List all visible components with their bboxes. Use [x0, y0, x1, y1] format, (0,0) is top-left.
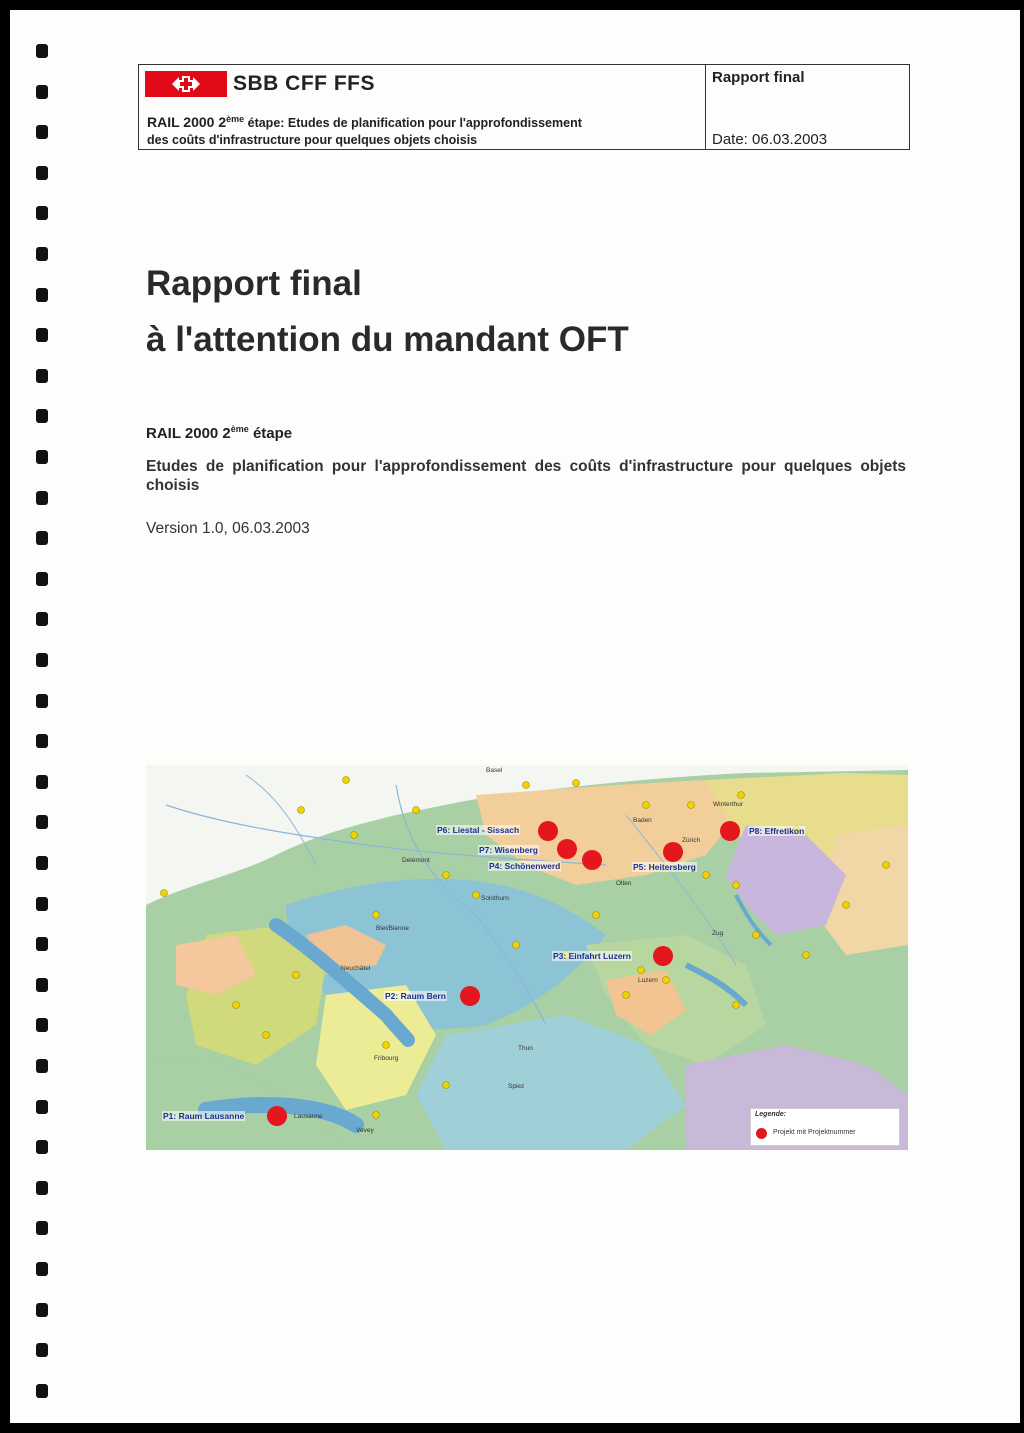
project-label-p7: P7: Wisenberg	[479, 845, 538, 855]
project-label-p3: P3: Einfahrt Luzern	[553, 951, 631, 961]
binding-hole	[36, 694, 48, 708]
binding-hole	[36, 450, 48, 464]
project-label-p6: P6: Liestal - Sissach	[437, 825, 520, 835]
map-place-spiez: Spiez	[508, 1083, 525, 1090]
brand-name: SBB CFF FFS	[233, 72, 375, 95]
section-description: Etudes de planification pour l'approfondissement des coûts d'infrastructure pour quelques objets choisis	[146, 458, 906, 494]
map-place-zurich: Zürich	[682, 837, 701, 844]
map-legend	[750, 1108, 900, 1146]
binding-hole	[36, 978, 48, 992]
map-place-olten: Olten	[616, 880, 632, 887]
binding-hole	[36, 856, 48, 870]
map-place-fribourg: Fribourg	[374, 1055, 399, 1062]
header-sub-line1: étape: Etudes de planification pour l'approfondissement	[244, 116, 582, 131]
binding-hole	[36, 125, 48, 139]
binding-hole	[36, 1140, 48, 1154]
section-title-sup: ème	[230, 424, 249, 434]
binding-hole	[36, 1100, 48, 1114]
binding-hole	[36, 369, 48, 383]
legend-item-label: Projekt mit Projektnummer	[773, 1129, 856, 1136]
project-label-p5: P5: Heitersberg	[633, 862, 696, 872]
sbb-cross-arrows-icon	[145, 71, 227, 97]
header-right-cell	[706, 65, 909, 149]
binding-hole	[36, 1059, 48, 1073]
binding-hole	[36, 734, 48, 748]
binding-hole	[36, 897, 48, 911]
header-left-cell	[139, 65, 706, 149]
map-place-basel: Basel	[486, 767, 503, 774]
binding-hole	[36, 166, 48, 180]
binding-hole	[36, 1018, 48, 1032]
project-label-p4: P4: Schönenwerd	[489, 861, 561, 871]
map-place-delemont: Delémont	[402, 857, 430, 864]
page-title-line2: à l'attention du mandant OFT	[146, 320, 629, 359]
map-place-zug: Zug	[712, 930, 724, 937]
page-title	[146, 256, 629, 368]
binding-hole	[36, 247, 48, 261]
page-title-line1: Rapport final	[146, 264, 362, 303]
binding-hole	[36, 775, 48, 789]
binding-hole	[36, 572, 48, 586]
map-terrain	[146, 765, 908, 1150]
header-report-label: Rapport final	[712, 69, 805, 86]
binding-hole	[36, 1303, 48, 1317]
header-rail: RAIL 2000 2	[147, 114, 227, 131]
binding-hole	[36, 44, 48, 58]
header-sub-line2: des coûts d'infrastructure pour quelques objets choisis	[147, 133, 478, 148]
binding-hole	[36, 531, 48, 545]
binding-hole	[36, 1181, 48, 1195]
project-label-p1: P1: Raum Lausanne	[163, 1111, 245, 1121]
map-place-vevey: Vevey	[356, 1127, 374, 1134]
binding-hole	[36, 206, 48, 220]
binding-hole	[36, 1262, 48, 1276]
map-place-lausanne: Lausanne	[294, 1113, 323, 1120]
section-title	[146, 424, 292, 442]
document-header	[138, 64, 910, 150]
binding-hole	[36, 328, 48, 342]
header-date: Date: 06.03.2003	[712, 131, 828, 148]
legend-project-dot-icon	[756, 1128, 767, 1139]
binding-hole	[36, 1221, 48, 1235]
version-line: Version 1.0, 06.03.2003	[146, 520, 310, 537]
map-place-biel: Biel/Bienne	[376, 925, 409, 932]
binding-hole	[36, 937, 48, 951]
sbb-logo	[145, 71, 375, 97]
project-map	[146, 765, 908, 1150]
binding-hole	[36, 85, 48, 99]
map-place-solothurn: Solothurn	[481, 895, 509, 902]
binding-hole	[36, 815, 48, 829]
binding-hole	[36, 1384, 48, 1398]
report-cover-page	[10, 10, 1020, 1423]
project-label-p2: P2: Raum Bern	[385, 991, 446, 1001]
binding-hole	[36, 409, 48, 423]
binding-hole	[36, 288, 48, 302]
binding-hole	[36, 1343, 48, 1357]
map-place-thun: Thun	[518, 1045, 533, 1052]
map-place-winterthur: Winterthur	[713, 801, 743, 808]
binding-hole	[36, 653, 48, 667]
header-subtitle	[147, 111, 582, 149]
binding-hole	[36, 491, 48, 505]
legend-title: Legende:	[755, 1111, 787, 1118]
map-place-baden: Baden	[633, 817, 652, 824]
header-rail-sup: ème	[226, 114, 245, 124]
map-place-luzern: Luzern	[638, 977, 658, 984]
binding-hole	[36, 612, 48, 626]
spiral-binding	[28, 10, 58, 1423]
section-title-suffix: étape	[248, 425, 293, 442]
project-label-p8: P8: Effretikon	[749, 826, 805, 836]
section-title-main: RAIL 2000 2	[146, 425, 231, 442]
map-place-neuchatel: Neuchâtel	[341, 965, 371, 972]
